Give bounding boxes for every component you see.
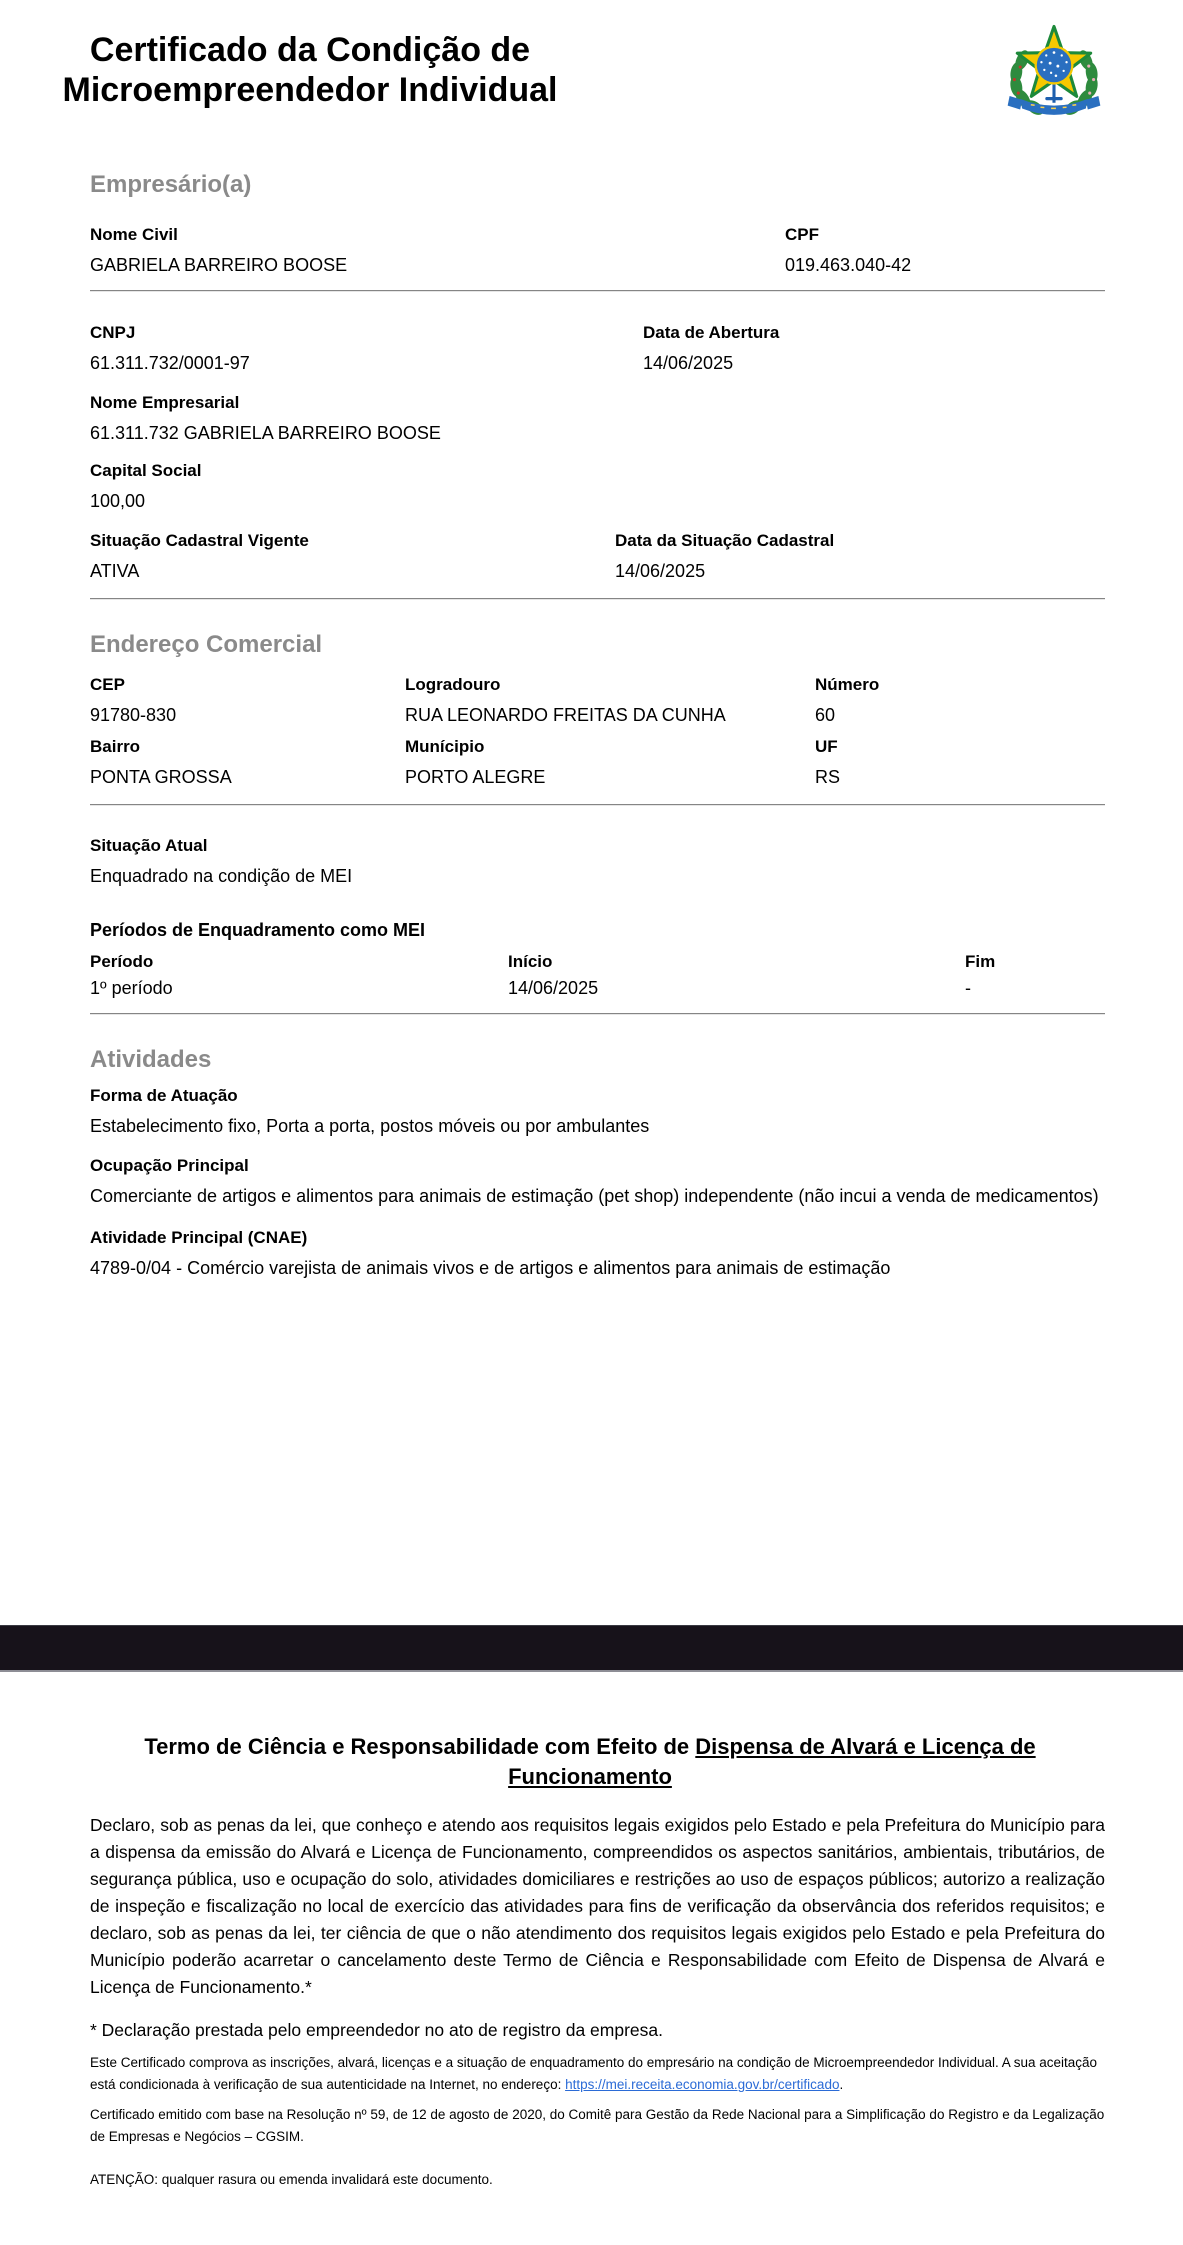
- row-situacao-cadastral: [90, 532, 1105, 584]
- page-separator-bar: [0, 1625, 1183, 1672]
- periodos-table-header: [90, 949, 1105, 975]
- certificate-verification-link[interactable]: https://mei.receita.economia.gov.br/certificado: [565, 2077, 840, 2092]
- field-cpf: [785, 226, 1105, 278]
- row-bairro-municipio-uf: [90, 738, 1105, 790]
- bairro-value: PONTA GROSSA: [90, 767, 232, 787]
- row-nome-civil-cpf: [90, 226, 1105, 278]
- nome-empresarial-label: Nome Empresarial: [90, 393, 240, 412]
- row-cep-logradouro-numero: [90, 676, 1105, 728]
- numero-label: Número: [815, 675, 880, 694]
- section-divider: [90, 290, 1105, 292]
- data-abertura-label: Data de Abertura: [643, 323, 780, 342]
- field-atividade-cnae: [90, 1229, 1105, 1281]
- footer-text-part2: .: [839, 2077, 844, 2092]
- uf-value: RS: [815, 767, 841, 787]
- termo-title: [75, 1732, 1105, 1792]
- page-title-line1: Certificado da Condição de: [89, 31, 531, 69]
- periodos-col-fim: Fim: [965, 952, 996, 971]
- situacao-cadastral-label: Situação Cadastral Vigente: [90, 531, 309, 550]
- section-divider: [90, 598, 1105, 600]
- field-forma-atuacao: [90, 1087, 1105, 1139]
- logradouro-value: RUA LEONARDO FREITAS DA CUNHA: [405, 705, 726, 725]
- nome-empresarial-value: 61.311.732 GABRIELA BARREIRO BOOSE: [90, 423, 441, 443]
- footer-certification-text: [90, 2052, 1105, 2096]
- atividade-cnae-value: 4789-0/04 - Comércio varejista de animais vivos e de artigos e alimentos para animais de estimação: [90, 1258, 891, 1278]
- nome-civil-label: Nome Civil: [90, 225, 178, 244]
- atividade-cnae-label: Atividade Principal (CNAE): [90, 1228, 308, 1247]
- field-situacao-atual: [90, 837, 1105, 889]
- termo-declaration: Declaro, sob as penas da lei, que conheço e atendo aos requisitos legais exigidos pelo Estado e pela Prefeitura do Município para a dispensa da emissão do Alvará e Licença de Funcionamento, compreendidos os aspectos sanitários, ambientais, tributários, de segurança pública, uso e ocupação do solo, atividades domiciliares e restrições ao uso de espaços públicos; autorizo a realização de inspeção e fiscalização no local de exercício das atividades para fins de verificação da observância dos referidos requisitos; e declaro, sob as penas da lei, ter ciência de que o não atendimento dos requisitos legais exigidos pelo Estado e pela Prefeitura do Município poderão acarretar o cancelamento deste Termo de Ciência e Responsabilidade com Efeito de Dispensa de Alvará e Licença de Funcionamento.*: [90, 1815, 1105, 1997]
- periodos-col-periodo: Período: [90, 952, 154, 971]
- bairro-label: Bairro: [90, 737, 141, 756]
- page-title-line2: Microempreendedor Individual: [62, 71, 558, 109]
- capital-social-value: 100,00: [90, 491, 146, 511]
- field-logradouro: [405, 676, 815, 728]
- section-divider: [90, 804, 1105, 806]
- nome-civil-value: GABRIELA BARREIRO BOOSE: [90, 255, 348, 275]
- situacao-cadastral-value: ATIVA: [90, 561, 140, 581]
- field-nome-empresarial: [90, 394, 1105, 446]
- cnpj-label: CNPJ: [90, 323, 136, 342]
- termo-footnote: * Declaração prestada pelo empreendedor no ato de registro da empresa.: [90, 2020, 663, 2040]
- periodos-title: Períodos de Enquadramento como MEI: [90, 920, 426, 940]
- data-situacao-value: 14/06/2025: [615, 561, 706, 581]
- footer-resolution-text: Certificado emitido com base na Resolução nº 59, de 12 de agosto de 2020, do Comitê para Gestão da Rede Nacional para a Simplificação do Registro e da Legalização de Empresas e Negócios – CGSIM.: [90, 2107, 1105, 2144]
- uf-label: UF: [815, 737, 838, 756]
- field-capital-social: [90, 462, 1105, 514]
- periodo-value: 1º período: [90, 978, 173, 998]
- section-title-endereco: Endereço Comercial: [90, 631, 323, 658]
- ocupacao-principal-label: Ocupação Principal: [90, 1156, 249, 1175]
- field-uf: [815, 738, 1105, 790]
- field-bairro: [90, 738, 405, 790]
- field-situacao-cadastral: [90, 532, 615, 584]
- field-cnpj: [90, 324, 643, 376]
- field-ocupacao-principal: [90, 1157, 1105, 1209]
- field-cep: [90, 676, 405, 728]
- field-numero: [815, 676, 1105, 728]
- section-title-empresario: Empresário(a): [90, 171, 252, 198]
- data-situacao-label: Data da Situação Cadastral: [615, 531, 835, 550]
- periodos-table-row: [90, 975, 1105, 1001]
- municipio-value: PORTO ALEGRE: [405, 767, 546, 787]
- ocupacao-principal-value: Comerciante de artigos e alimentos para animais de estimação (pet shop) independente (não incui a venda de medicamentos): [90, 1186, 1099, 1206]
- municipio-label: Munícipio: [405, 737, 485, 756]
- brazil-coat-of-arms-icon: [995, 12, 1113, 124]
- row-cnpj-abertura: [90, 324, 1105, 376]
- periodos-col-inicio: Início: [508, 952, 553, 971]
- page-title: [25, 30, 595, 110]
- situacao-atual-label: Situação Atual: [90, 836, 208, 855]
- capital-social-label: Capital Social: [90, 461, 202, 480]
- forma-atuacao-value: Estabelecimento fixo, Porta a porta, postos móveis ou por ambulantes: [90, 1116, 650, 1136]
- logradouro-label: Logradouro: [405, 675, 501, 694]
- data-abertura-value: 14/06/2025: [643, 353, 734, 373]
- cep-label: CEP: [90, 675, 125, 694]
- numero-value: 60: [815, 705, 836, 725]
- forma-atuacao-label: Forma de Atuação: [90, 1086, 238, 1105]
- cpf-label: CPF: [785, 225, 819, 244]
- cnpj-value: 61.311.732/0001-97: [90, 353, 250, 373]
- fim-value: -: [965, 978, 971, 998]
- footer-warning-text: ATENÇÃO: qualquer rasura ou emenda invalidará este documento.: [90, 2172, 493, 2187]
- cpf-value: 019.463.040-42: [785, 255, 912, 275]
- field-nome-civil: [90, 226, 785, 278]
- cep-value: 91780-830: [90, 705, 177, 725]
- field-data-situacao: [615, 532, 1105, 584]
- situacao-atual-value: Enquadrado na condição de MEI: [90, 866, 353, 886]
- field-municipio: [405, 738, 815, 790]
- inicio-value: 14/06/2025: [508, 978, 599, 998]
- field-data-abertura: [643, 324, 1105, 376]
- section-divider: [90, 1013, 1105, 1015]
- termo-title-underlined: Dispensa de Alvará e Licença de Funcionamento: [508, 1734, 1036, 1789]
- termo-title-plain: Termo de Ciência e Responsabilidade com Efeito de: [144, 1734, 696, 1759]
- section-title-atividades: Atividades: [90, 1046, 212, 1073]
- footer-text-part1: Este Certificado comprova as inscrições, alvará, licenças e a situação de enquadramento do empresário na condição de Microempreendedor Individual. A sua aceitação está condicionada à verificação de sua autenticidade na Internet, no endereço:: [90, 2055, 1098, 2092]
